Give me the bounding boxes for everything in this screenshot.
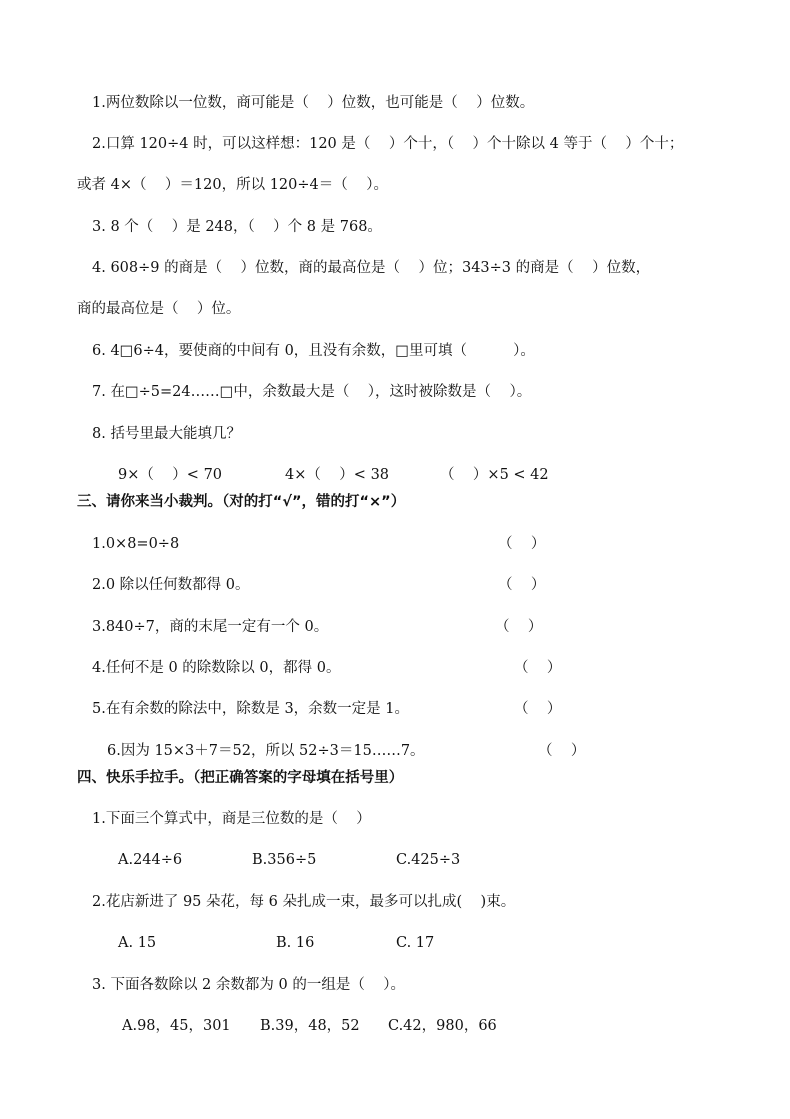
question-8: 8. 括号里最大能填几？ [92,426,241,442]
question-8-item: 4×（ ）< 38 [285,467,390,483]
judge-item: 5.在有余数的除法中，除数是 3，余数一定是 1。 [92,701,410,717]
answer-paren[interactable]: （ ） [498,536,546,552]
judge-item: 6.因为 15×3＋7＝52，所以 52÷3＝15……7。 [107,743,425,759]
choice-option: B. 16 [276,935,315,951]
choice-question-1: 1.下面三个算式中，商是三位数的是（ ） [92,811,371,827]
choice-question-3: 3. 下面各数除以 2 余数都为 0 的一组是（ ）。 [92,977,406,993]
question-4-line-1: 4. 608÷9 的商是（ ）位数，商的最高位是（ ）位；343÷3 的商是（ ）位数， [92,260,651,276]
question-8-item: 9×（ ）< 70 [118,467,223,483]
choice-option: C.425÷3 [396,852,461,868]
question-7: 7. 在□÷5=24……□中，余数最大是（ ），这时被除数是（ ）。 [92,384,532,400]
answer-paren[interactable]: （ ） [495,619,543,635]
choice-option: B.39，48，52 [260,1018,360,1034]
answer-paren[interactable]: （ ） [514,660,562,676]
answer-paren[interactable]: （ ） [498,577,546,593]
choice-option: A. 15 [118,935,157,951]
choice-option: A.98，45，301 [122,1018,231,1034]
judge-item: 2.0 除以任何数都得 0。 [92,577,250,593]
question-4-line-2: 商的最高位是（ ）位。 [77,301,241,317]
choice-question-2: 2.花店新进了 95 朵花，每 6 朵扎成一束，最多可以扎成( )束。 [92,894,516,910]
answer-paren[interactable]: （ ） [514,701,562,717]
question-2-line-1: 2.口算 120÷4 时，可以这样想：120 是（ ）个十，（ ）个十除以 4 等于（ ）个十； [92,136,684,152]
judge-item: 1.0×8=0÷8 [92,536,180,552]
section-3-heading: 三、请你来当小裁判。（对的打“√”，错的打“×”） [77,494,406,510]
question-3: 3. 8 个（ ）是 248，（ ）个 8 是 768。 [92,219,382,235]
question-2-line-2: 或者 4×（ ）＝120，所以 120÷4＝（ ）。 [77,177,388,193]
choice-option: A.244÷6 [118,852,183,868]
choice-option: B.356÷5 [252,852,317,868]
choice-option: C. 17 [396,935,435,951]
answer-paren[interactable]: （ ） [538,743,586,759]
question-8-item: （ ）×5 < 42 [440,467,549,483]
judge-item: 3.840÷7，商的末尾一定有一个 0。 [92,619,329,635]
judge-item: 4.任何不是 0 的除数除以 0，都得 0。 [92,660,341,676]
choice-option: C.42，980，66 [388,1018,497,1034]
section-4-heading: 四、快乐手拉手。（把正确答案的字母填在括号里） [77,770,404,786]
question-6: 6. 4□6÷4，要使商的中间有 0，且没有余数，□里可填（ ）。 [92,343,535,359]
question-1: 1.两位数除以一位数，商可能是（ ）位数，也可能是（ ）位数。 [92,95,535,111]
